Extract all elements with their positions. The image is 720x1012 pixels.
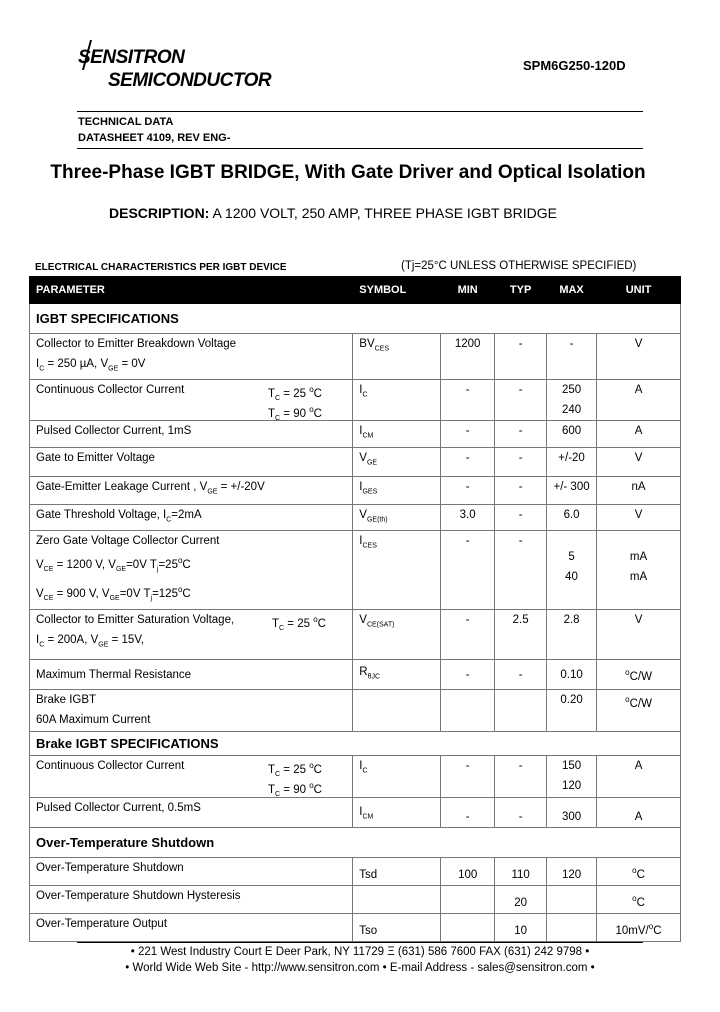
table-row — [30, 914, 681, 942]
param-text: Continuous Collector Current — [36, 384, 185, 397]
param-cell: Over-Temperature Shutdown Hysteresis — [30, 886, 353, 914]
symbol-cell: $R_{\theta JC}$ — [353, 660, 441, 690]
max-cell: +/-20 — [547, 447, 597, 476]
max-cell: 2.8 — [547, 610, 597, 660]
technical-data-label: TECHNICAL DATA — [78, 116, 174, 128]
typ-cell: - — [495, 798, 547, 828]
col-typ: TYP — [495, 277, 547, 304]
datasheet-label: DATASHEET 4109, REV ENG- — [78, 132, 231, 144]
unit-cell: V — [597, 610, 681, 660]
unit-cell: $^o$C/W — [597, 690, 681, 732]
min-cell: - — [441, 756, 495, 798]
description-text: A 1200 VOLT, 250 AMP, THREE PHASE IGBT BRIDGE — [212, 205, 557, 221]
table-row — [30, 798, 681, 828]
condition-tc90: $T_C = 90$ $^o$C — [268, 781, 322, 799]
unit-cell: mA mA — [597, 530, 681, 609]
param-text: Collector to Emitter Breakdown Voltage — [36, 338, 237, 350]
unit-cell: $^o$C — [597, 886, 681, 914]
section-title: Brake IGBT SPECIFICATIONS — [30, 732, 681, 756]
table-row — [30, 530, 681, 609]
typ-cell: - — [495, 530, 547, 609]
vcesat-condition-tc: $T_C = 25$ $^o$C — [272, 615, 326, 633]
param-cell — [30, 334, 353, 380]
table-row — [30, 858, 681, 886]
unit-cell: V — [597, 447, 681, 476]
param-cell: Zero Gate Voltage Collector Current $V_{CE} = 1200$ V, $V_{GE}=0V$ $T_j=25^oC$ $V_{CE} = 900$ V, $V_{GE}=0V$ $T_j=125^oC$ — [30, 530, 353, 609]
typ-cell: - — [495, 447, 547, 476]
section-brake — [30, 732, 681, 756]
max-cell: +/- 300 — [547, 476, 597, 504]
typ-cell: 20 — [495, 886, 547, 914]
max-cell: 6.0 — [547, 504, 597, 530]
condition-tc25: $T_C = 25$ $^o$C — [268, 761, 322, 779]
max-cell: 120 — [547, 858, 597, 886]
param-cell: Maximum Thermal Resistance — [30, 660, 353, 690]
typ-cell: 110 — [495, 858, 547, 886]
symbol-cell — [353, 690, 441, 732]
min-cell: - — [441, 380, 495, 421]
max-cell: 150 120 — [547, 756, 597, 798]
table-header — [30, 277, 681, 304]
param-cell: Brake IGBT 60A Maximum Current — [30, 690, 353, 732]
spec-table — [29, 276, 681, 942]
param-condition: $I_C = 250$ µA, $V_{GE} = 0V$ — [36, 358, 146, 373]
ices-condition-900v: $V_{CE} = 900$ V, $V_{GE}=0V$ $T_j=125^oC$ — [36, 585, 191, 603]
max-cell: - — [547, 334, 597, 380]
symbol-cell: $I_{CES}$ — [353, 530, 441, 609]
footer-divider — [77, 942, 643, 943]
typ-cell — [495, 690, 547, 732]
unit-cell: V — [597, 504, 681, 530]
param-cell: Pulsed Collector Current, 1mS — [30, 421, 353, 447]
symbol-cell: $I_{CM}$ — [353, 421, 441, 447]
description — [109, 205, 557, 221]
part-number: SPM6G250-120D — [523, 58, 626, 73]
footer-address: • 221 West Industry Court Ε Deer Park, NY 11729 Ξ (631) 586 7600 FAX (631) 242 9798 • — [130, 946, 590, 958]
min-cell — [441, 914, 495, 942]
section-title: Over-Temperature Shutdown — [30, 828, 681, 858]
col-symbol: SYMBOL — [353, 277, 441, 304]
max-cell: 0.10 — [547, 660, 597, 690]
min-cell: 100 — [441, 858, 495, 886]
min-cell — [441, 690, 495, 732]
min-cell: - — [441, 610, 495, 660]
col-unit: UNIT — [597, 277, 681, 304]
section-igbt — [30, 304, 681, 334]
min-cell: - — [441, 530, 495, 609]
min-cell: 3.0 — [441, 504, 495, 530]
max-cell: 250 240 — [547, 380, 597, 421]
table-row — [30, 380, 681, 421]
header-divider-top — [77, 111, 643, 112]
param-cell: Collector to Emitter Saturation Voltage, $T_C = 25$ $^o$C $I_C = 200A$, $V_{GE} = 15V$, — [30, 610, 353, 660]
param-cell: Over-Temperature Output — [30, 914, 353, 942]
symbol-cell: Tso — [353, 914, 441, 942]
unit-cell: $^o$C — [597, 858, 681, 886]
unit-cell: 10mV/$^o$C — [597, 914, 681, 942]
typ-cell: 10 — [495, 914, 547, 942]
table-row — [30, 886, 681, 914]
max-cell: 600 — [547, 421, 597, 447]
symbol-cell: $I_C$ — [353, 756, 441, 798]
max-cell: 0.20 — [547, 690, 597, 732]
header-divider-bottom — [77, 148, 643, 149]
symbol-cell: $V_{CE(SAT)}$ — [353, 610, 441, 660]
param-cell: Gate to Emitter Voltage — [30, 447, 353, 476]
unit-cell: $^o$C/W — [597, 660, 681, 690]
typ-cell: - — [495, 421, 547, 447]
param-cell: Over-Temperature Shutdown — [30, 858, 353, 886]
table-row — [30, 660, 681, 690]
unit-cell: A — [597, 756, 681, 798]
electrical-caption: ELECTRICAL CHARACTERISTICS PER IGBT DEVICE — [35, 262, 287, 273]
table-row — [30, 447, 681, 476]
symbol-cell: $I_{CM}$ — [353, 798, 441, 828]
col-parameter: PARAMETER — [30, 277, 353, 304]
unit-cell: V — [597, 334, 681, 380]
param-cell: Pulsed Collector Current, 0.5mS — [30, 798, 353, 828]
table-row — [30, 690, 681, 732]
footer-web-email: • World Wide Web Site - http://www.sensitron.com • E-mail Address - sales@sensitron.com • — [125, 962, 595, 974]
section-overtemp — [30, 828, 681, 858]
unit-cell: nA — [597, 476, 681, 504]
unit-cell: A — [597, 798, 681, 828]
logo-semiconductor: SEMICONDUCTOR — [108, 70, 272, 91]
min-cell: - — [441, 421, 495, 447]
typ-cell: - — [495, 756, 547, 798]
symbol-cell: $V_{GE}$ — [353, 447, 441, 476]
col-max: MAX — [547, 277, 597, 304]
section-title: IGBT SPECIFICATIONS — [30, 304, 681, 334]
min-cell: - — [441, 476, 495, 504]
condition-tc90: $T_C = 90$ $^o$C — [268, 405, 322, 423]
symbol-cell: $I_{GES}$ — [353, 476, 441, 504]
symbol-cell: $V_{GE(th)}$ — [353, 504, 441, 530]
col-min: MIN — [441, 277, 495, 304]
typ-cell: - — [495, 476, 547, 504]
symbol-cell: $BV_{CES}$ — [353, 334, 441, 380]
table-row — [30, 334, 681, 380]
typ-cell: - — [495, 380, 547, 421]
param-cell: Gate Threshold Voltage, $I_C=2mA$ — [30, 504, 353, 530]
symbol-cell — [353, 886, 441, 914]
document-title: Three-Phase IGBT BRIDGE, With Gate Driver and Optical Isolation — [50, 162, 646, 183]
table-row — [30, 504, 681, 530]
param-cell: Continuous Collector Current $T_C = 25$ $^o$C $T_C = 90$ $^o$C — [30, 756, 353, 798]
logo-sensitron: SENSITRON — [78, 47, 185, 68]
param-cell: Gate-Emitter Leakage Current , $V_{GE} = +/-20V$ — [30, 476, 353, 504]
typ-cell: - — [495, 504, 547, 530]
description-label: DESCRIPTION: — [109, 205, 210, 221]
vcesat-condition-ic: $I_C = 200A$, $V_{GE} = 15V$, — [36, 634, 145, 649]
min-cell: 1200 — [441, 334, 495, 380]
max-cell — [547, 886, 597, 914]
max-cell: 5 40 — [547, 530, 597, 609]
unit-cell: A — [597, 380, 681, 421]
symbol-cell: $I_C$ — [353, 380, 441, 421]
symbol-cell: Tsd — [353, 858, 441, 886]
typ-cell: - — [495, 660, 547, 690]
table-row — [30, 610, 681, 660]
min-cell: - — [441, 660, 495, 690]
max-cell: 300 — [547, 798, 597, 828]
table-row — [30, 476, 681, 504]
table-row — [30, 421, 681, 447]
param-cell — [30, 380, 353, 421]
max-cell — [547, 914, 597, 942]
typ-cell: - — [495, 334, 547, 380]
condition-tc25: $T_C = 25$ $^o$C — [268, 385, 322, 403]
min-cell — [441, 886, 495, 914]
min-cell: - — [441, 798, 495, 828]
conditions-caption: (Tj=25°C UNLESS OTHERWISE SPECIFIED) — [401, 260, 637, 272]
unit-cell: A — [597, 421, 681, 447]
min-cell: - — [441, 447, 495, 476]
table-row — [30, 756, 681, 798]
typ-cell: 2.5 — [495, 610, 547, 660]
ices-condition-1200v: $V_{CE} = 1200$ V, $V_{GE}=0V$ $T_j=25^oC$ — [36, 555, 191, 574]
